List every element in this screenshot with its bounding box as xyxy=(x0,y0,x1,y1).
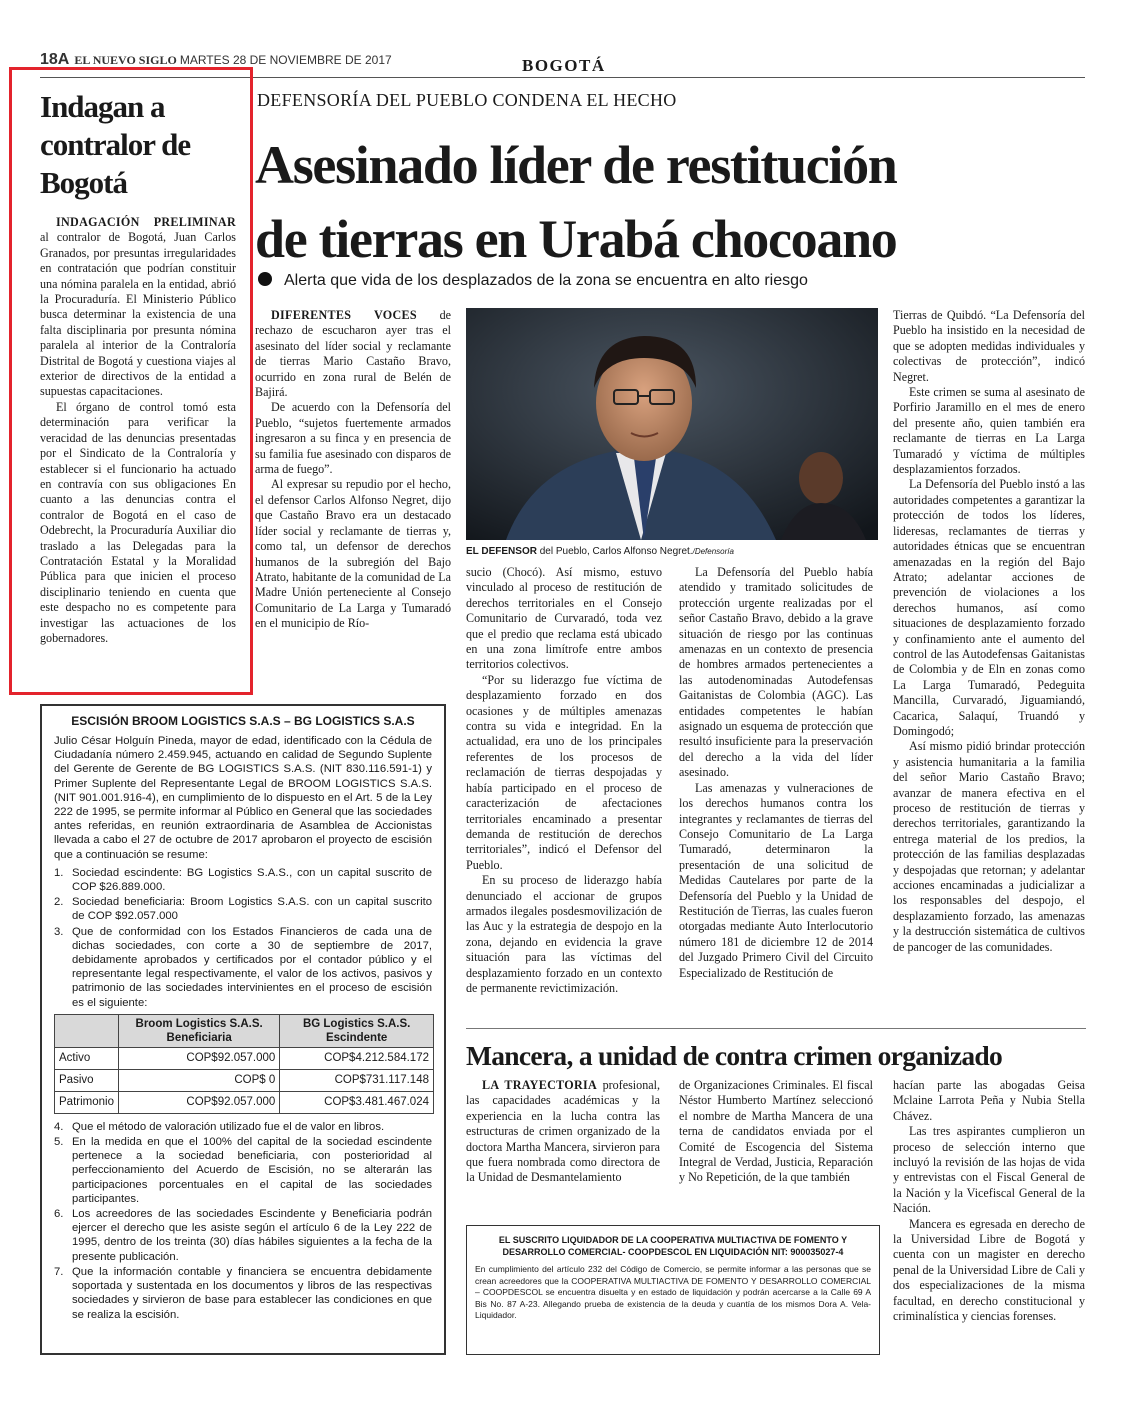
main-column-1 xyxy=(255,308,451,632)
sidebar-lead: INDAGACIÓN PRELIMINAR xyxy=(56,215,236,229)
second-column-2 xyxy=(679,1078,873,1186)
main-paragraph: La Defensoría del Pueblo instó a las autoridades competentes a garantizar la protección de todos los líderes, lideresas, reclamantes de tierras y autoridades étnicas que se encuentran amenazadas en la región del Bajo Atrato; adelantar acciones de prevención de violaciones a los derechos humanos, así como situaciones de desplazamiento forzado y confinamiento ante el aumento del control de las Autodefensas Gaitanistas de Colombia y de Eln en zonas como La Larga Tumaradó, Pedeguita Mancilla, Curvaradó, Jiguamiandó, Cacarica, Salaquí, Truandó y Domingodó; xyxy=(893,477,1085,738)
ad-item: 5. En la medida en que el 100% del capital de la sociedad escindente pertenece a la sociedad beneficiaria, con posterioridad al perfeccionamiento del Acuerdo de Escisión, no se alterarán las participaciones porcentuales en el capital de las sociedades participantes. xyxy=(54,1136,432,1205)
sidebar-headline: Indagan a contralor de Bogotá xyxy=(40,89,191,200)
ad-item: 1. Sociedad escindente: BG Logistics S.A.S., con un capital suscrito de COP $26.889.000. xyxy=(54,866,432,894)
section-name: BOGOTÁ xyxy=(522,56,606,75)
page-number: 18A xyxy=(40,51,70,68)
table-cell: Pasivo xyxy=(55,1069,119,1091)
notice-title: EL SUSCRITO LIQUIDADOR DE LA COOPERATIVA MULTIACTIVA DE FOMENTO Y DESARROLLO COMERCIAL- COOPDESCOL EN LIQUIDACIÓN NIT: 900035027-4 xyxy=(498,1235,848,1257)
ad-item: 6. Los acreedores de las sociedades Escindente y Beneficiaria podrán ejercer el derecho que les asiste según el artículo 6 de la Ley 222 de 1995, dentro de los treinta (30) días hábiles siguientes a la fecha de la presente publicación. xyxy=(54,1208,432,1263)
main-paragraph: Al expresar su repudio por el hecho, el defensor Carlos Alfonso Negret, dijo que Castaño Bravo era un destacado líder social y reclamante de tierras y, como tal, un defensor de derechos humanos de la subregión del Bajo Atrato, habitante de la comunidad de La Madre Unión perteneciente al Consejo Comunitario de La Larga y Tumaradó en el municipio de Río- xyxy=(255,477,451,631)
section-rule xyxy=(466,1028,1086,1029)
defensor-photo xyxy=(466,308,878,540)
main-kicker: DEFENSORÍA DEL PUEBLO CONDENA EL HECHO xyxy=(257,90,677,110)
legal-notice-ad xyxy=(40,704,446,1355)
ad-item: 2. Sociedad beneficiaria: Broom Logistics S.A.S. con un capital suscrito de COP $92.057.000 xyxy=(54,896,432,923)
table-header-cell: BG Logistics S.A.S. Escindente xyxy=(280,1014,434,1047)
table-cell: COP$3.481.467.024 xyxy=(280,1091,434,1113)
second-column-1 xyxy=(466,1078,660,1186)
main-paragraph: “Por su liderazgo fue víctima de desplazamiento forzado en dos ocasiones y de múltiples amenazas contra su vida e integridad. En la actualidad, era uno de los principales referentes de los procesos de reclamación de tierras despojadas y había participado en el proceso de caracterización de afectaciones territoriales encaminado a presentar demanda de restitución de derechos territoriales”, indicó el Defensor del Pueblo. xyxy=(466,672,662,872)
main-subhead: Alerta que vida de los desplazados de la zona se encuentra en alto riesgo xyxy=(258,272,808,290)
table-row xyxy=(55,1091,434,1113)
main-paragraph: Las amenazas y vulneraciones de los derechos humanos contra los integrantes y reclamantes de tierras del Consejo Comunitario de La Larga Tumaradó, determinaron la presentación de una solicitud de Medidas Cautelares por parte de la Defensoría del Pueblo y la Unidad de Restitución de Tierras, las cuales fueron otorgadas mediante Auto Interlocutorio número 181 de diciembre 12 de 2014 del Juzgado Primero Civil del Circuito Especializado de Restitución de xyxy=(679,780,873,980)
second-paragraph: LA TRAYECTORIA profesional, las capacidades académicas y la experiencia en la lucha contra las estructuras de crimen organizado de la doctora Martha Mancera, sirvieron para que fuera nombrada como directora de la Unidad de Desmantelamiento xyxy=(466,1078,660,1185)
main-paragraph: De acuerdo con la Defensoría del Pueblo, “sujetos fuertemente armados ingresaron a su finca y en presencia de su familia fue asesinado con disparos de arma de fuego”. xyxy=(255,400,451,477)
portrait-illustration xyxy=(466,308,878,540)
second-paragraph: Mancera es egresada en derecho de la Universidad Libre de Bogotá y cuenta con un magister en derecho penal de la Universidad Libre de Cali y dos especializaciones de la misma facultad, en derecho constitucional y criminalística y ciencias forenses. xyxy=(893,1216,1085,1324)
second-paragraph: Las tres aspirantes cumplieron un proceso de selección interno que incluyó la revisión de las hojas de vida y entrevistas con el Fiscal General de la Nación y la Vicefiscal General de la Nación. xyxy=(893,1124,1085,1216)
notice-body: En cumplimiento del artículo 232 del Código de Comercio, se permite informar a las personas que se crean acreedores que la COOPERATIVA MULTIACTIVA DE FOMENTO Y DESARROLLO COMERCIAL – COOPDESCOL se encuentra disuelta y en estado de liquidación y podrán acercarse a la Calle 69 A Bis No. 87 A-23. Allegando prueba de existencia de la deuda y cuantía de los mismos Dora A. Vela- Liquidador. xyxy=(475,1264,871,1320)
table-row xyxy=(55,1069,434,1091)
sidebar-body xyxy=(40,215,236,646)
main-paragraph: Así mismo pidió brindar protección y asistencia humanitaria a la familia del señor Mario Castaño Bravo; avanzar de manera efectiva en el proceso de restitución de tierras y derechos territoriales, garantizando la entrega material de los predios, la protección de las familias desplazadas y despojadas que retornan; y adelantar acciones encaminadas a judicializar a los responsables del despojo, el desplazamiento forzado, las amenazas y la destrucción sistemática de cultivos de pancoger de las comunidades. xyxy=(893,739,1085,954)
ad-list xyxy=(54,866,432,1010)
ad-item: 3. Que de conformidad con los Estados Financieros de cada una de dichas sociedades, con corte a 30 de septiembre de 2017, debidamente aprobados y certificados por el contador público y el representante legal respectivamente, el valor de los activos, pasivos y patrimonio de las sociedades intervinientes en el proceso de escisión es el siguiente: xyxy=(54,925,432,1009)
ad-intro: Julio César Holguín Pineda, mayor de edad, identificado con la Cédula de Ciudadanía número 2.459.945, actuando en calidad de Segundo Suplente del Gerente de Gerente de BG LOGISTICS S.A.S. (NIT 830.116.591-1) y Primer Suplente del Representante Legal de BROOM LOGISTICS S.A.S. (NIT 901.001.916-4), en cumplimiento de lo dispuesto en el Art. 5 de la Ley 222 de 1995, se permite informar al Público en General que las sociedades antes referidas, en reunión extraordinaria de Asamblea de Accionistas llevada a cabo el 27 de octubre de 2017 aprobaron el proyecto de escisión que a continuación se resume: xyxy=(54,735,432,861)
table-cell: Activo xyxy=(55,1047,119,1069)
ad-item: 7. Que la información contable y financiera se encuentra debidamente soportada y sustentada en los documentos y libros de las respectivas sociedades y sirvieron de base para establecer las condiciones en que se realiza la escisión. xyxy=(54,1265,432,1321)
table-cell: COP$92.057.000 xyxy=(118,1091,279,1113)
table-cell: COP$92.057.000 xyxy=(118,1047,279,1069)
table-cell: COP$4.212.584.172 xyxy=(280,1047,434,1069)
main-paragraph: Este crimen se suma al asesinato de Porfirio Jaramillo en el mes de enero del presente año, quien también era reclamante de tierras en La Larga Tumaradó y víctima de múltiples desplazamientos forzados. xyxy=(893,385,1085,477)
second-column-3 xyxy=(893,1078,1085,1325)
main-paragraph: En su proceso de liderazgo había denunciado el accionar de grupos armados ilegales posdesmovilización de las Auc y la estrategia de despojo en la zona, dejando en evidencia la grave situación para las víctimas del desplazamiento forzado en un contexto de permanente revictimización. xyxy=(466,873,662,995)
balance-table xyxy=(54,1014,434,1114)
ad-list xyxy=(54,1120,432,1322)
table-header-row xyxy=(55,1014,434,1047)
table-cell: COP$731.117.148 xyxy=(280,1069,434,1091)
main-column-3 xyxy=(679,565,873,981)
main-paragraph: La Defensoría del Pueblo había atendido y tramitado solicitudes de protección urgente realizadas por el señor Castaño Bravo, debido a la grave situación de riesgo por las continuas amenazas en un contexto de presencia de hombres armados pertenecientes a las autodenominadas Autodefensas Gaitanistas de Colombia (AGC). Las entidades competentes le habían asignado un esquema de protección que resultó insuficiente para la preservación del derecho a la vida del líder asesinado. xyxy=(679,565,873,780)
ad-title: ESCISIÓN BROOM LOGISTICS S.A.S – BG LOGISTICS S.A.S xyxy=(71,714,415,728)
main-column-4 xyxy=(893,308,1085,955)
sidebar-paragraph: El órgano de control tomó esta determinación para verificar la veracidad de las denuncias presentadas por el Sindicato de la Contraloría y establecer si el funcionario ha actuado en contravía con sus obligaciones En cuanto a las denuncias contra el contralor de Bogotá en el caso de Odebrecht, la Procuraduría Auxiliar dio traslado a las Delegadas para la Contratación Estatal y la Moralidad Pública para que inicien el proceso disciplinario teniendo en cuenta que este despacho no es competente para investigar las actuaciones de los gobernadores. xyxy=(40,399,236,645)
second-paragraph: hacían parte las abogadas Geisa Mclaine Larrota Peña y Nubia Stella Chávez. xyxy=(893,1078,1085,1123)
main-paragraph: sucio (Chocó). Así mismo, estuvo vinculado al proceso de restitución de derechos territoriales en el Consejo Comunitario de Curvaradó, toda vez que el predio que reclama está ubicado en una zona limítrofe entre ambos territorios colectivos. xyxy=(466,565,662,672)
second-headline: Mancera, a unidad de contra crimen organizado xyxy=(466,1040,1003,1071)
photo-caption: EL DEFENSOR del Pueblo, Carlos Alfonso Negret./Defensoría xyxy=(466,546,734,557)
photo-credit: /Defensoría xyxy=(692,547,734,556)
liquidation-notice xyxy=(466,1225,880,1355)
table-row xyxy=(55,1047,434,1069)
ad-item: 4. Que el método de valoración utilizado fue el de valor en libros. xyxy=(54,1120,385,1133)
table-cell: Patrimonio xyxy=(55,1091,119,1113)
main-paragraph: DIFERENTES VOCES de rechazo de escucharon ayer tras el asesinato del líder social y reclamante de tierras Mario Castaño Bravo, ocurrido en zona rural de Belén de Bajirá. xyxy=(255,308,451,400)
main-paragraph: Tierras de Quibdó. “La Defensoría del Pueblo ha insistido en la necesidad de que se adopten medidas individuales y colectivas de protección”, indicó Negret. xyxy=(893,308,1085,384)
table-header-cell xyxy=(55,1014,119,1047)
main-column-2 xyxy=(466,565,662,996)
main-headline: Asesinado líder de restitución de tierras en Urabá chocoano xyxy=(255,135,897,269)
issue-date: MARTES 28 DE NOVIEMBRE DE 2017 xyxy=(179,53,392,67)
paper-name: EL NUEVO SIGLO xyxy=(74,53,177,67)
table-cell: COP$ 0 xyxy=(118,1069,279,1091)
table-header-cell: Broom Logistics S.A.S. Beneficiaria xyxy=(118,1014,279,1047)
second-paragraph: de Organizaciones Criminales. El fiscal Néstor Humberto Martínez seleccionó el nombre de Martha Mancera de una terna de candidatos enviada por el Comité de Escogencia del Sistema Integral de Verdad, Justicia, Reparación y No Repetición, de la que también xyxy=(679,1078,873,1185)
sidebar-paragraph: INDAGACIÓN PRELIMINAR al contralor de Bogotá, Juan Carlos Granados, por presuntas irregularidades en contratación que podrían constituir una nómina paralela en la entidad, abrió la Procuraduría. El Ministerio Público busca determinar la existencia de una falta disciplinaria por presunta nómina paralela al interior de la Contraloría Distrital de Bogotá y cuestiona viajes al exterior de directivos de la entidad a supuestas capacitaciones. xyxy=(40,215,236,399)
bullet-icon xyxy=(258,272,272,286)
